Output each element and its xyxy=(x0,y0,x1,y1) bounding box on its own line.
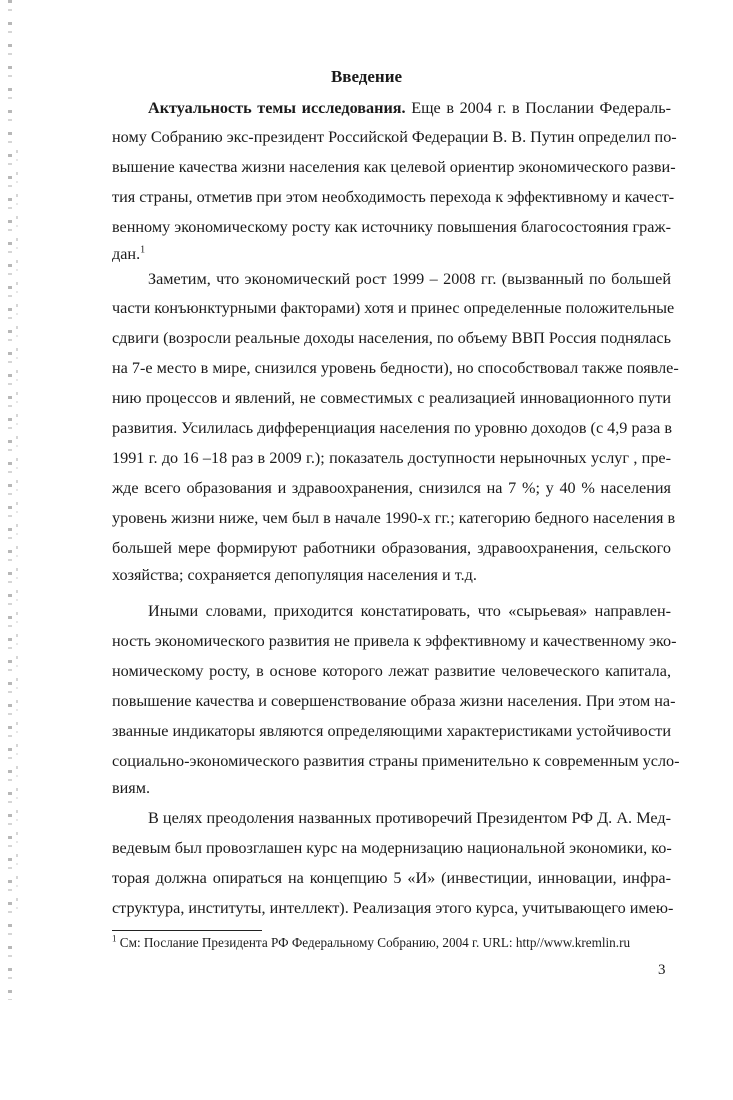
paragraph-3-line-3: номическому росту, в основе которого лежат развитие человеческого капитала, xyxy=(112,662,671,680)
paragraph-2-line-6: развития. Усилилась дифференциация населения по уровню доходов (с 4,9 раза в xyxy=(112,419,672,437)
paragraph-1-line-4: тия страны, отметив при этом необходимость перехода к эффективному и качест- xyxy=(112,188,675,206)
paragraph-2-line-11: хозяйства; сохраняется депопуляция населения и т.д. xyxy=(112,566,477,584)
scan-binding-edge-faint xyxy=(16,150,18,910)
paragraph-1-line-6 xyxy=(112,244,671,264)
paragraph-4-line-2: ведевым был провозглашен курс на модернизацию национальной экономики, ко- xyxy=(112,839,672,857)
paragraph-4-line-4: структура, институты, интеллект). Реализация этого курса, учитывающего имею- xyxy=(112,899,674,917)
paragraph-1-line-3: вышение качества жизни населения как целевой ориентир экономического разви- xyxy=(112,158,676,176)
footnote xyxy=(112,935,672,951)
paragraph-3-line-5: званные индикаторы являются определяющими характеристиками устойчивости xyxy=(112,722,671,740)
footnote-reference: 1 xyxy=(140,244,146,256)
scan-binding-edge xyxy=(8,0,12,1000)
paragraph-1-lead: Актуальность темы исследования. xyxy=(148,99,406,117)
footnote-marker: 1 xyxy=(112,933,117,944)
paragraph-2-line-8: жде всего образования и здравоохранения, снизился на 7 %; у 40 % населения xyxy=(112,479,671,497)
footnote-divider xyxy=(112,930,262,931)
paragraph-4-line-1: В целях преодоления названных противоречий Президентом РФ Д. А. Мед- xyxy=(148,809,671,827)
section-heading: Введение xyxy=(330,67,403,86)
paragraph-2-line-10: большей мере формируют работники образования, здравоохранения, сельского xyxy=(112,539,671,557)
paragraph-2-line-1: Заметим, что экономический рост 1999 – 2008 гг. (вызванный по большей xyxy=(148,270,671,288)
paragraph-1-line-2: ному Собранию экс-президент Российской Федерации В. В. Путин определил по- xyxy=(112,128,677,146)
paragraph-3-line-2: ность экономического развития не привела к эффективному и качественному эко- xyxy=(112,632,677,650)
paragraph-2-line-4: на 7-е место в мире, снизился уровень бедности), но способствовал также появле- xyxy=(112,359,679,377)
paragraph-4-line-3: торая должна опираться на концепцию 5 «И» (инвестиции, инновации, инфра- xyxy=(112,869,671,887)
paragraph-2-line-7: 1991 г. до 16 –18 раз в 2009 г.); показатель доступности нерыночных услуг , пре- xyxy=(112,449,671,467)
paragraph-3-line-4: повышение качества и совершенствование образа жизни населения. При этом на- xyxy=(112,692,676,710)
paragraph-3-line-1: Иными словами, приходится констатировать, что «сырьевая» направлен- xyxy=(148,602,671,620)
paragraph-2-line-5: нию процессов и явлений, не совместимых с реализацией инновационного пути xyxy=(112,389,671,407)
paragraph-2-line-3: сдвиги (возросли реальные доходы населения, по объему ВВП Россия поднялась xyxy=(112,329,671,347)
paragraph-3-line-6: социально-экономического развития страны применительно к современным усло- xyxy=(112,752,680,770)
paragraph-2-line-9: уровень жизни ниже, чем был в начале 1990-х гг.; категорию бедного населения в xyxy=(112,509,676,527)
paragraph-1-line-5: венному экономическому росту как источнику повышения благосостояния граж- xyxy=(112,218,671,236)
paragraph-1-line-1-text: Еще в 2004 г. в Послании Федераль- xyxy=(405,99,671,117)
paragraph-3-line-7: виям. xyxy=(112,779,151,797)
footnote-text: См: Послание Президента РФ Федеральному Собранию, 2004 г. URL: http//www.kremlin.ru xyxy=(116,935,631,950)
paragraph-2-line-2: части конъюнктурными факторами) хотя и принес определенные положительные xyxy=(112,299,675,317)
paragraph-1-line-6-text: дан. xyxy=(112,245,141,263)
paragraph-1-line-1 xyxy=(148,98,671,118)
page-number: 3 xyxy=(658,962,666,978)
